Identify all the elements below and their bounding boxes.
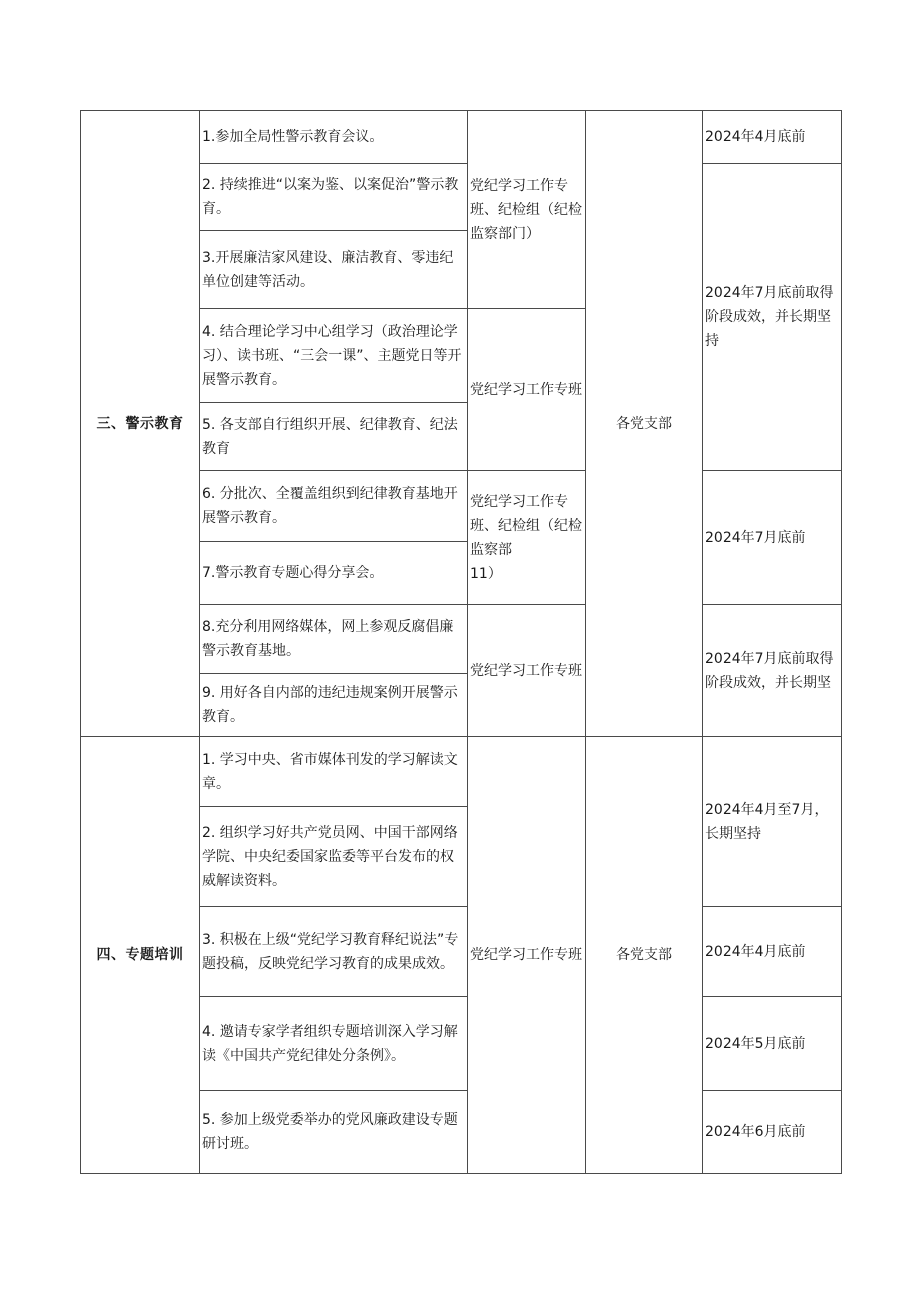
deadline-cell: 2024年6月底前 <box>703 1091 842 1174</box>
task-cell: 9. 用好各自内部的违纪违规案例开展警示教育。 <box>200 674 468 737</box>
task-cell: 1.参加全局性警示教育会议。 <box>200 111 468 164</box>
task-cell: 1. 学习中央、省市媒体刊发的学习解读文章。 <box>200 737 468 807</box>
table-row <box>81 111 842 164</box>
task-cell: 7.警示教育专题心得分享会。 <box>200 542 468 605</box>
responsible-cell: 党纪学习工作专班 <box>468 737 586 1174</box>
task-cell: 3. 积极在上级“党纪学习教育释纪说法”专题投稿，反映党纪学习教育的成果成效。 <box>200 907 468 997</box>
deadline-cell: 2024年7月底前取得阶段成效，并长期坚 <box>703 605 842 737</box>
deadline-cell: 2024年4月底前 <box>703 111 842 164</box>
task-cell: 3.开展廉洁家风建设、廉洁教育、零违纪单位创建等活动。 <box>200 231 468 309</box>
unit-cell: 各党支部 <box>586 737 703 1174</box>
task-cell: 6. 分批次、全覆盖组织到纪律教育基地开展警示教育。 <box>200 471 468 542</box>
task-cell: 5. 各支部自行组织开展、纪律教育、纪法教育 <box>200 403 468 471</box>
task-cell: 5. 参加上级党委举办的党风廉政建设专题研讨班。 <box>200 1091 468 1174</box>
responsible-cell: 党纪学习工作专班、纪检组（纪检监察部 11） <box>468 471 586 605</box>
task-cell: 4. 结合理论学习中心组学习（政治理论学习）、读书班、“三会一课”、主题党日等开展警示教育。 <box>200 309 468 403</box>
deadline-cell: 2024年4月底前 <box>703 907 842 997</box>
task-cell: 4. 邀请专家学者组织专题培训深入学习解读《中国共产党纪律处分条例》。 <box>200 997 468 1091</box>
deadline-cell: 2024年5月底前 <box>703 997 842 1091</box>
deadline-cell: 2024年7月底前 <box>703 471 842 605</box>
deadline-cell: 2024年7月底前取得阶段成效，并长期坚持 <box>703 164 842 471</box>
task-cell: 8.充分利用网络媒体，网上参观反腐倡廉警示教育基地。 <box>200 605 468 674</box>
unit-cell: 各党支部 <box>586 111 703 737</box>
task-cell: 2. 持续推进“以案为鉴、以案促治”警示教育。 <box>200 164 468 231</box>
responsible-cell: 党纪学习工作专班 <box>468 309 586 471</box>
responsible-cell: 党纪学习工作专班、纪检组（纪检监察部门） <box>468 111 586 309</box>
task-cell: 2. 组织学习好共产党员网、中国干部网络学院、中央纪委国家监委等平台发布的权威解读资料。 <box>200 807 468 907</box>
table-row <box>81 737 842 807</box>
work-plan-table <box>80 110 842 1174</box>
deadline-cell: 2024年4月至7月，长期坚持 <box>703 737 842 907</box>
responsible-cell: 党纪学习工作专班 <box>468 605 586 737</box>
category-special-training: 四、专题培训 <box>81 737 200 1174</box>
category-warning-education: 三、警示教育 <box>81 111 200 737</box>
